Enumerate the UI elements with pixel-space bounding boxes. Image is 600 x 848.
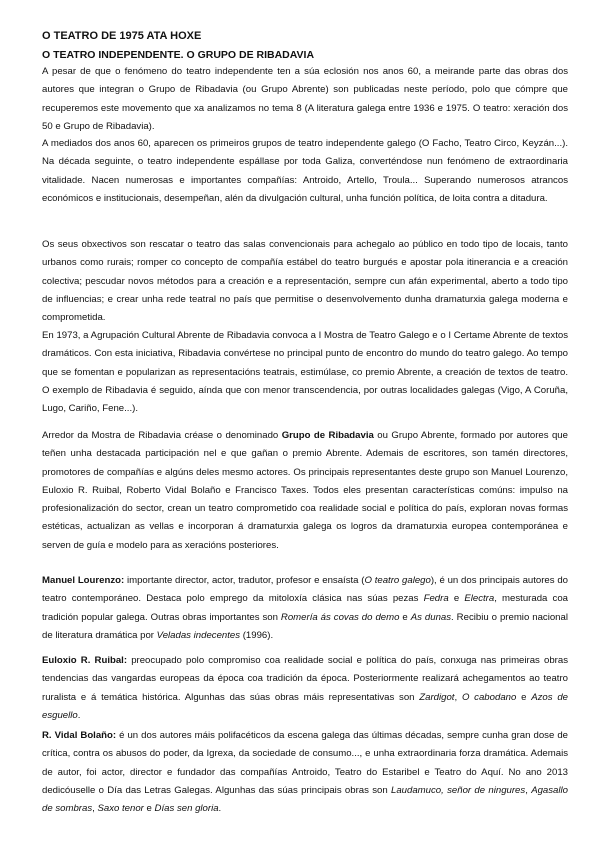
work-title: Fedra (423, 593, 449, 605)
bold-term: Grupo de Ribadavia (281, 430, 374, 441)
paragraph-lourenzo (42, 572, 568, 645)
paragraph-vidal-bolano (42, 727, 568, 818)
text-run: e (448, 593, 465, 605)
text-run: . (77, 709, 81, 721)
work-title: Romería ás covas do demo (280, 611, 400, 623)
text-run: . Recibiu o premio nacional de literatura dramática por (42, 611, 568, 641)
text-run: ou Grupo Abrente, formado por autores que teñen unha destacada participación nel e que gañan o premio Abrente. Ademais de escritores, son tamén directores, promotores de compañías e algúns deles mesmo actores. Os principais representantes deste grupo son Manuel Lourenzo, Euloxio R. Ruibal, Roberto Vidal Bolaño e Francisco Taxes. Todos eles presentan características comúns: impulso na profesionalización do sector, crean un teatro comprometido coa realidade social e política do país, exploran novas formas estéticas, actualizan as vellas e incorporan á dramaturxia galega os logros da dramaturxia europea contemporánea e serven de guía e modelo para as xeracións posteriores. (42, 430, 568, 551)
work-title: Laudamuco, señor de ningures (391, 784, 526, 796)
work-title: Electra (464, 593, 495, 605)
work-title: O cabodano (461, 691, 517, 703)
author-name: Manuel Lourenzo: (42, 575, 125, 586)
text-run: e (516, 691, 532, 703)
paragraph-intro: A pesar de que o fenómeno do teatro independente ten a súa eclosión nos anos 60, a meirande parte das obras dos autores que integran o Grupo de Ribadavia (ou Grupo Abrente) son publicadas neste período, polo que cómpre que recuperemos este movemento que xa analizamos no tema 8 (A literatura galega entre 1936 e 1975. O teatro: xeración dos 50 e Grupo de Ribadavia). (42, 66, 568, 132)
text-run: , (454, 691, 462, 703)
work-title: Veladas indecentes (156, 629, 241, 641)
text-run: (1996). (240, 629, 274, 641)
text-run: é un dos autores máis polifacéticos da escena galega das últimas décadas, sempre cunha gran dose de crítica, contra os abusos do poder, da Igrexa, da sociedade de consumo..., e unha extraordinaria forza dramática. Ademais de autor, foi actor, director e fundador das compañías Antroido, Teatro do Estaribel e Teatro do Aquí. No ano 2013 dedicóuselle o Día das Letras Galegas. Algunhas das súas principais obras son (42, 730, 568, 796)
text-run: Arredor da Mostra de Ribadavia créase o denominado (42, 430, 282, 441)
section-subtitle: O TEATRO INDEPENDENTE. O GRUPO DE RIBADAVIA (42, 49, 315, 61)
work-title: Azos de esguello (42, 691, 568, 721)
paragraph-grupo-ribadavia (42, 427, 568, 555)
text-run: ), é un dos principais autores do teatro contemporáneo. Destaca polo emprego da mitoloxía clásica nas súas pezas (42, 575, 569, 605)
text-run: preocupado polo compromiso coa realidade social e política do país, conxuga nas primeiras obras tendencias das vangardas europeas da época coa tradición da época. Posteriormente realizará achegamentos ao teatro ruralista e á temática histórica. Algunhas das súas obras máis representativas son (42, 655, 568, 703)
text-run: . (218, 803, 222, 815)
work-title: As dunas (410, 611, 452, 623)
page-title: O TEATRO DE 1975 ATA HOXE (42, 30, 202, 42)
work-title: Zardigot (419, 691, 455, 703)
text-run: e (399, 611, 411, 623)
text-run: , (92, 803, 98, 815)
paragraph-ruibal (42, 652, 568, 725)
paragraph-origins: A mediados dos anos 60, aparecen os primeiros grupos de teatro independente galego (O Facho, Teatro Circo, Keyzán...). Na década seguinte, o teatro independente espállase por toda Galiza, converténdose nun fenómeno de extraordinaria vitalidade. Nacen numerosas e importantes compañías: Antroido, Artello, Troula... Superando numerosos atrancos económicos e institucionais, desempeñan, alén da divulgación cultural, unha función política, de loita contra a ditadura. (42, 138, 568, 204)
work-title: Saxo tenor (97, 803, 144, 815)
work-title: Días sen gloria (154, 803, 219, 815)
text-run: importante director, actor, tradutor, profesor e ensaísta ( (124, 575, 365, 586)
paragraph-objectives: Os seus obxectivos son rescatar o teatro das salas convencionais para achegalo ao público en todo tipo de locais, tanto urbanos como rurais; romper co concepto de compañía estábel do teatro burgués e apostar pola itinerancia e a creación colectiva; pescudar novos métodos para a creación e a representación, sempre cun afán experimental, aberto a todo tipo de influencias; e crear unha rede teatral no país que permitise o desenvolvemento dunha dramaturxia galega moderna e comprometida. (42, 239, 568, 324)
work-title: O teatro galego (364, 575, 431, 586)
author-name: R. Vidal Bolaño: (42, 730, 117, 741)
text-run: e (143, 803, 155, 815)
author-name: Euloxio R. Ruibal: (42, 655, 128, 666)
paragraph-mostra: En 1973, a Agrupación Cultural Abrente de Ribadavia convoca a I Mostra de Teatro Galego e o I Certame Abrente de textos dramáticos. Con esta iniciativa, Ribadavia convértese no principal punto de encontro do mundo do teatro galego. Ao tempo que se fomentan e popularizan as representacións teatrais, estimúlase, co premio Abrente, a creación de textos de teatro. O exemplo de Ribadavia é seguido, aínda que con menor transcendencia, por outras localidades galegas (Vigo, A Coruña, Lugo, Cariño, Fene...). (42, 330, 568, 415)
text-run: , (525, 784, 532, 796)
text-run: , mesturada coa tradición popular galega. Outras obras importantes son (42, 593, 568, 623)
work-title: Agasallo de sombras (42, 784, 568, 815)
